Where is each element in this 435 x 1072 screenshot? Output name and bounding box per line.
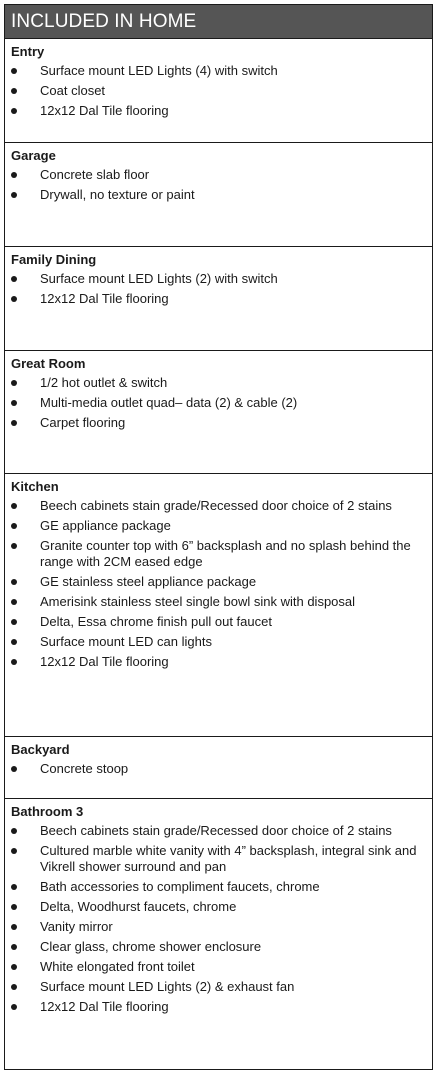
section-item-list (5, 498, 432, 674)
list-item (5, 395, 432, 411)
section-title: Family Dining (11, 252, 97, 267)
bullet-icon (11, 848, 17, 854)
list-item-text: Surface mount LED Lights (2) & exhaust fan (40, 979, 295, 994)
list-item-text: Carpet flooring (40, 415, 126, 430)
list-item-text: Concrete stoop (40, 761, 129, 776)
section-title: Entry (11, 44, 45, 59)
bullet-icon (11, 964, 17, 970)
bullet-icon (11, 904, 17, 910)
list-item-text: Cultured marble white vanity with 4” backsplash, integral sink and Vikrell shower surround and pan (40, 843, 417, 874)
section-kitchen (5, 474, 432, 737)
list-item-text: 12x12 Dal Tile flooring (40, 291, 169, 306)
list-item-text: Vanity mirror (40, 919, 113, 934)
list-item (5, 654, 432, 670)
list-item (5, 979, 432, 995)
section-item-list (5, 761, 432, 781)
list-item-text: 12x12 Dal Tile flooring (40, 654, 169, 669)
list-item (5, 574, 432, 590)
bullet-icon (11, 659, 17, 665)
list-item-text: 12x12 Dal Tile flooring (40, 999, 169, 1014)
bullet-icon (11, 503, 17, 509)
list-item (5, 899, 432, 915)
list-item (5, 919, 432, 935)
list-item (5, 63, 432, 79)
list-item (5, 103, 432, 119)
list-item (5, 634, 432, 650)
bullet-icon (11, 108, 17, 114)
list-item (5, 271, 432, 287)
bullet-icon (11, 420, 17, 426)
section-entry (5, 39, 432, 143)
bullet-icon (11, 599, 17, 605)
list-item-text: Multi-media outlet quad– data (2) & cable (2) (40, 395, 298, 410)
list-item (5, 83, 432, 99)
list-item (5, 614, 432, 630)
bullet-icon (11, 984, 17, 990)
list-item (5, 761, 432, 777)
list-item-text: Bath accessories to compliment faucets, chrome (40, 879, 320, 894)
bullet-icon (11, 172, 17, 178)
section-bathroom-3 (5, 799, 432, 1069)
list-item (5, 518, 432, 534)
section-item-list (5, 823, 432, 1019)
list-item (5, 291, 432, 307)
list-item-text: Delta, Woodhurst faucets, chrome (40, 899, 237, 914)
bullet-icon (11, 579, 17, 585)
list-item-text: Concrete slab floor (40, 167, 150, 182)
list-item (5, 823, 432, 839)
list-item-text: Surface mount LED Lights (2) with switch (40, 271, 278, 286)
included-in-home-sheet (4, 4, 433, 1070)
list-item-text: Surface mount LED can lights (40, 634, 212, 649)
list-item (5, 939, 432, 955)
list-item (5, 187, 432, 203)
list-item-text: 1/2 hot outlet & switch (40, 375, 168, 390)
section-item-list (5, 63, 432, 123)
list-item-text: GE appliance package (40, 518, 171, 533)
bullet-icon (11, 296, 17, 302)
sheet-header (5, 5, 432, 39)
bullet-icon (11, 1004, 17, 1010)
section-family-dining (5, 247, 432, 351)
list-item-text: Beech cabinets stain grade/Recessed door choice of 2 stains (40, 823, 392, 838)
sheet-title: INCLUDED IN HOME (11, 11, 197, 32)
bullet-icon (11, 619, 17, 625)
list-item (5, 415, 432, 431)
list-item-text: 12x12 Dal Tile flooring (40, 103, 169, 118)
list-item-text: GE stainless steel appliance package (40, 574, 257, 589)
bullet-icon (11, 543, 17, 549)
list-item (5, 375, 432, 391)
bullet-icon (11, 192, 17, 198)
section-backyard (5, 737, 432, 799)
list-item-text: Coat closet (40, 83, 106, 98)
bullet-icon (11, 766, 17, 772)
section-title: Great Room (11, 356, 86, 371)
list-item (5, 167, 432, 183)
list-item (5, 538, 432, 570)
bullet-icon (11, 924, 17, 930)
list-item (5, 879, 432, 895)
bullet-icon (11, 523, 17, 529)
section-title: Garage (11, 148, 56, 163)
bullet-icon (11, 380, 17, 386)
list-item-text: Drywall, no texture or paint (40, 187, 195, 202)
list-item-text: Amerisink stainless steel single bowl sink with disposal (40, 594, 356, 609)
section-title: Backyard (11, 742, 70, 757)
list-item (5, 959, 432, 975)
bullet-icon (11, 276, 17, 282)
bullet-icon (11, 68, 17, 74)
list-item (5, 843, 432, 875)
section-title: Kitchen (11, 479, 59, 494)
bullet-icon (11, 88, 17, 94)
bullet-icon (11, 944, 17, 950)
section-item-list (5, 375, 432, 435)
list-item-text: Granite counter top with 6” backsplash and no splash behind the range with 2CM eased edge (40, 538, 411, 569)
list-item-text: Surface mount LED Lights (4) with switch (40, 63, 278, 78)
list-item (5, 498, 432, 514)
bullet-icon (11, 639, 17, 645)
bullet-icon (11, 400, 17, 406)
bullet-icon (11, 828, 17, 834)
section-great-room (5, 351, 432, 474)
list-item-text: Clear glass, chrome shower enclosure (40, 939, 262, 954)
list-item (5, 594, 432, 610)
section-item-list (5, 167, 432, 207)
section-title: Bathroom 3 (11, 804, 84, 819)
section-item-list (5, 271, 432, 311)
section-garage (5, 143, 432, 247)
bullet-icon (11, 884, 17, 890)
list-item-text: White elongated front toilet (40, 959, 195, 974)
list-item-text: Delta, Essa chrome finish pull out faucet (40, 614, 272, 629)
list-item (5, 999, 432, 1015)
list-item-text: Beech cabinets stain grade/Recessed door choice of 2 stains (40, 498, 392, 513)
